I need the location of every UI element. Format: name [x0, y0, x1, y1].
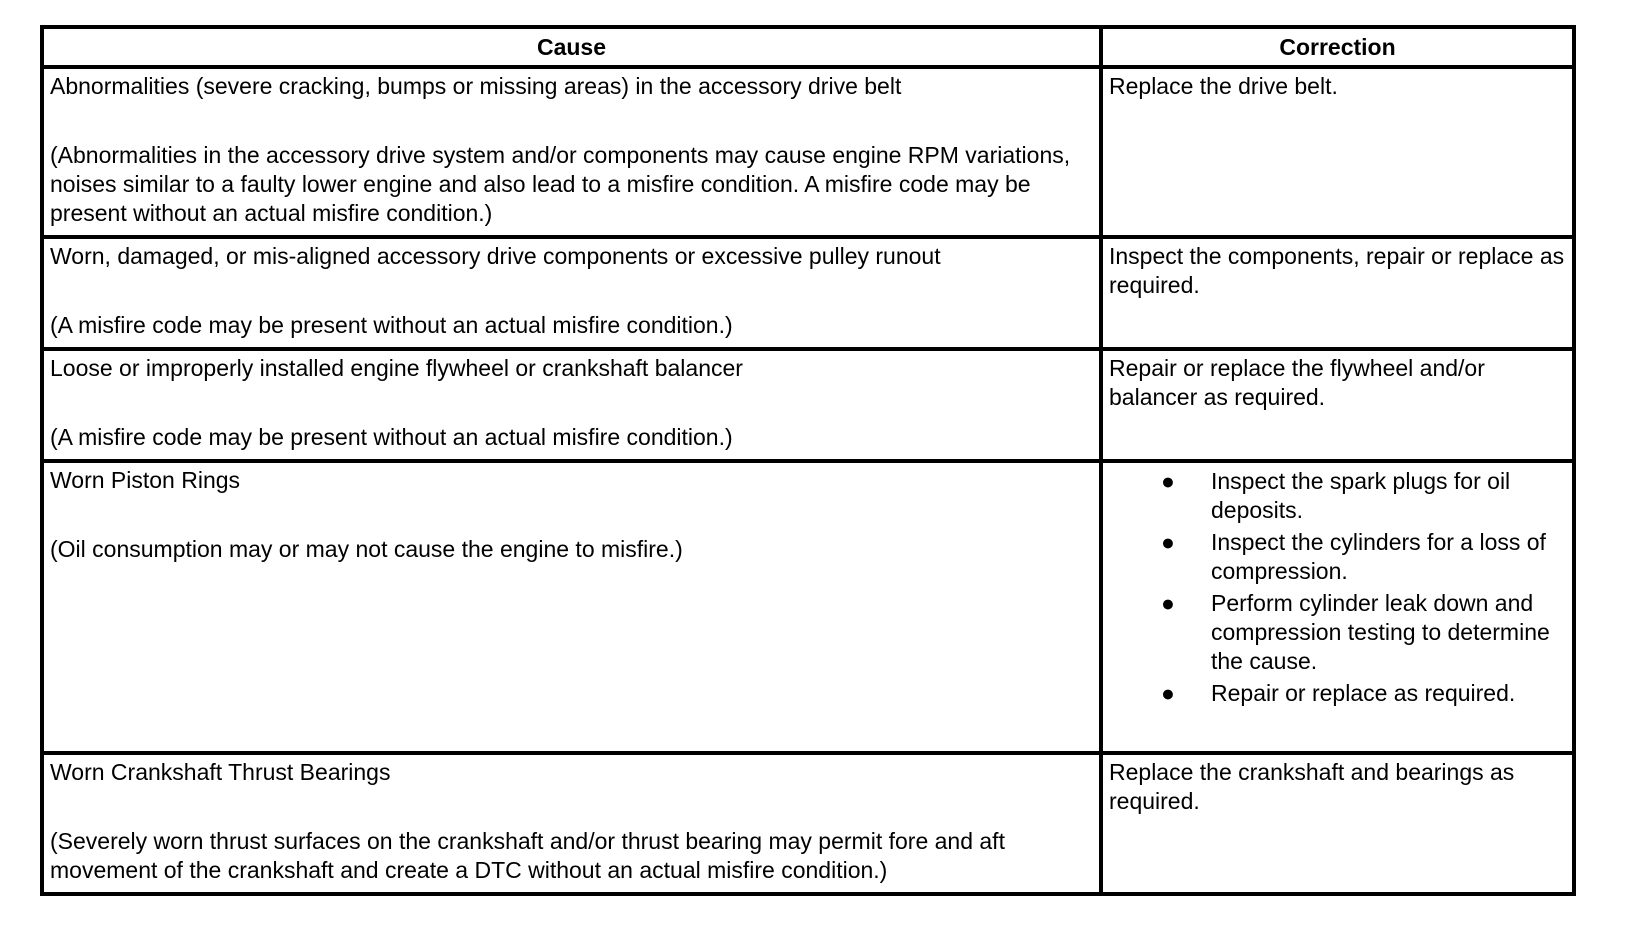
list-item: [1109, 528, 1566, 586]
table-header-row: [42, 27, 1574, 67]
cause-note: (A misfire code may be present without an actual misfire condition.): [50, 312, 733, 338]
table-row: [42, 237, 1574, 349]
list-item: [1109, 589, 1566, 676]
correction-steps-list: [1109, 467, 1566, 708]
table-row: [42, 461, 1574, 753]
step-text: Repair or replace as required.: [1211, 680, 1516, 706]
correction-cell: Inspect the components, repair or replace as required.: [1101, 237, 1574, 349]
cause-text: Worn Piston Rings: [50, 467, 241, 493]
correction-cell: Repair or replace the flywheel and/or balancer as required.: [1101, 349, 1574, 461]
table-row: [42, 67, 1574, 237]
step-text: Inspect the spark plugs for oil deposits.: [1211, 468, 1511, 523]
header-correction: Correction: [1101, 27, 1574, 67]
cause-cell: [42, 237, 1101, 349]
bullet-icon: ●: [1161, 529, 1175, 555]
cause-note: (Severely worn thrust surfaces on the crankshaft and/or thrust bearing may permit fore and aft movement of the crankshaft and create a DTC without an actual misfire condition.): [50, 828, 1005, 883]
table-row: [42, 349, 1574, 461]
list-item: [1109, 679, 1566, 708]
list-item: [1109, 467, 1566, 525]
cause-note: (A misfire code may be present without an actual misfire condition.): [50, 424, 733, 450]
cause-text: Loose or improperly installed engine flywheel or crankshaft balancer: [50, 355, 743, 381]
cause-cell: [42, 349, 1101, 461]
header-cause: Cause: [42, 27, 1101, 67]
step-text: Inspect the cylinders for a loss of compression.: [1211, 529, 1546, 584]
cause-text: Worn, damaged, or mis-aligned accessory drive components or excessive pulley runout: [50, 243, 941, 269]
correction-cell: [1101, 461, 1574, 753]
bullet-icon: ●: [1161, 468, 1175, 494]
cause-cell: [42, 461, 1101, 753]
correction-cell: Replace the drive belt.: [1101, 67, 1574, 237]
cause-cell: [42, 753, 1101, 894]
cause-text: Worn Crankshaft Thrust Bearings: [50, 759, 391, 785]
cause-cell: [42, 67, 1101, 237]
cause-note: (Abnormalities in the accessory drive system and/or components may cause engine RPM variations, noises similar to a faulty lower engine and also lead to a misfire condition. A misfire code may be present without an actual misfire condition.): [50, 142, 1071, 226]
step-text: Perform cylinder leak down and compression testing to determine the cause.: [1211, 590, 1550, 674]
cause-note: (Oil consumption may or may not cause the engine to misfire.): [50, 536, 683, 562]
bullet-icon: ●: [1161, 590, 1175, 616]
correction-cell: Replace the crankshaft and bearings as required.: [1101, 753, 1574, 894]
misfire-cause-correction-table: [40, 25, 1576, 896]
cause-text: Abnormalities (severe cracking, bumps or missing areas) in the accessory drive belt: [50, 73, 902, 99]
bullet-icon: ●: [1161, 680, 1175, 706]
table-row: [42, 753, 1574, 894]
